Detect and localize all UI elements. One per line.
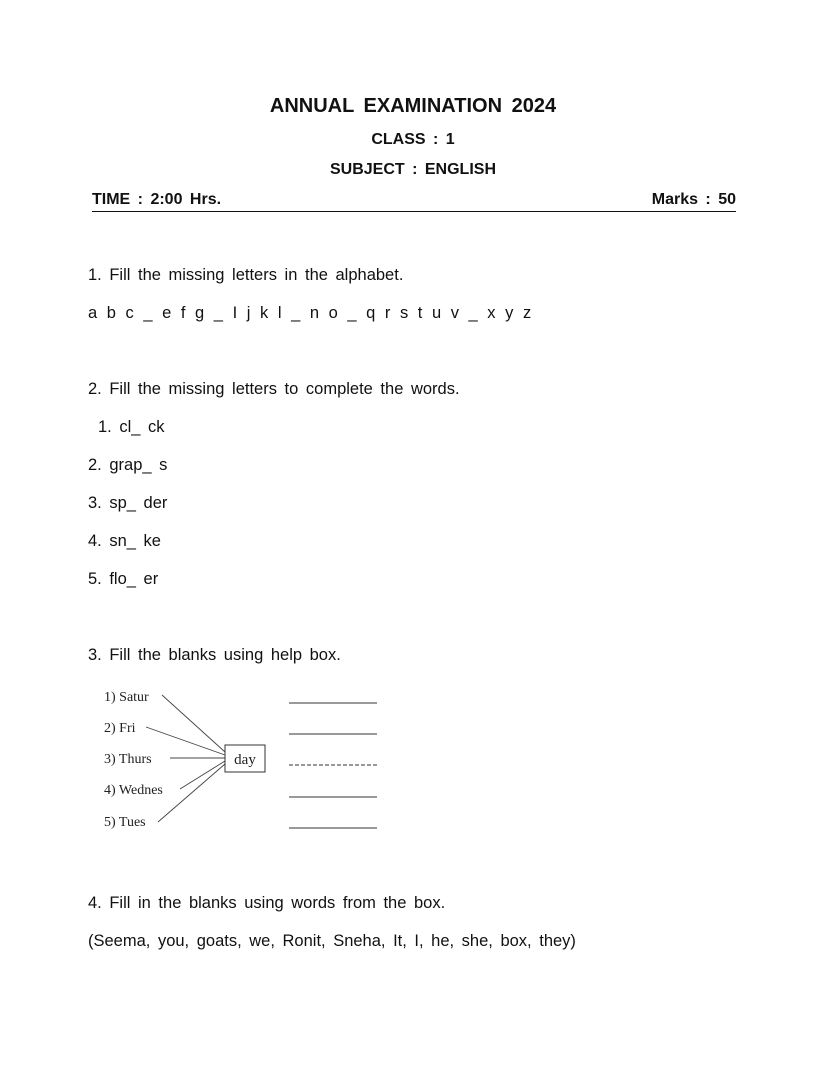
word-list: (Seema, you, goats, we, Ronit, Sneha, It, I, he, she, box, they) [88, 932, 576, 950]
question-1-heading: 1. Fill the missing letters in the alphabet. [88, 266, 404, 284]
exam-title: ANNUAL EXAMINATION 2024 [269, 95, 557, 117]
marks-label: Marks : 50 [651, 191, 736, 208]
help-word-4: 4) Wednes [104, 783, 163, 798]
question-4-heading: 4. Fill in the blanks using words from the box. [88, 894, 446, 912]
word-item-5: 5. flo_ er [88, 570, 159, 588]
help-box-figure [88, 682, 388, 834]
class-line: CLASS : 1 [371, 131, 455, 148]
word-item-4: 4. sn_ ke [88, 532, 161, 550]
question-3-heading: 3. Fill the blanks using help box. [88, 646, 341, 664]
time-marks-row [92, 191, 736, 212]
help-word-3: 3) Thurs [104, 752, 152, 767]
day-box-label: day [234, 752, 256, 768]
word-item-2: 2. grap_ s [88, 456, 168, 474]
help-word-5: 5) Tues [104, 815, 146, 830]
connector-lines [146, 695, 225, 822]
question-2-heading: 2. Fill the missing letters to complete the words. [88, 380, 460, 398]
help-word-2: 2) Fri [104, 721, 136, 736]
help-word-1: 1) Satur [104, 690, 149, 705]
word-item-1: 1. cl_ ck [98, 418, 165, 436]
word-item-3: 3. sp_ der [88, 494, 168, 512]
time-label: TIME : 2:00 Hrs. [92, 191, 222, 208]
subject-line: SUBJECT : ENGLISH [329, 161, 496, 178]
alphabet-line: a b c _ e f g _ I j k l _ n o _ q r s t u v _ x y z [88, 304, 532, 322]
answer-blanks [289, 703, 377, 828]
